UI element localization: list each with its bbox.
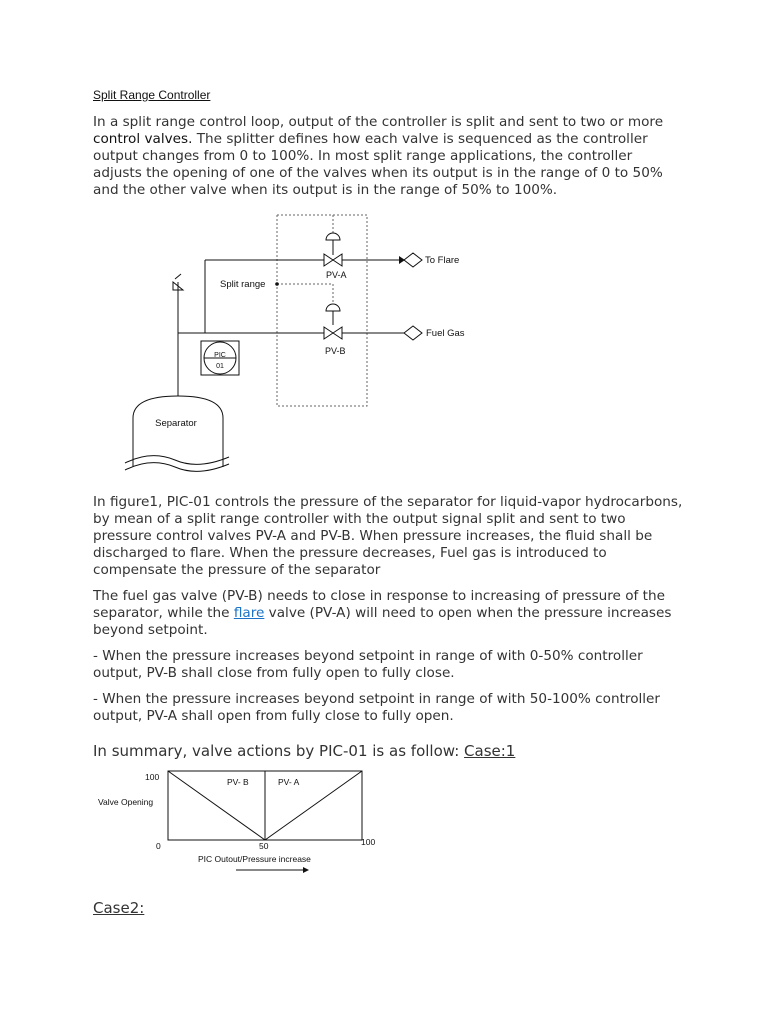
to-flare-label: To Flare	[425, 255, 460, 266]
valve-response-text-2: valve (PV-A) will need to open when the pressure increases beyond setpoint.	[93, 605, 672, 638]
intro-text-1: In a split range control loop, output of the controller is split and sent to two or more	[93, 114, 664, 130]
pv-b-region-label: PV- B	[227, 777, 249, 787]
summary-text: In summary, valve actions by PIC-01 is as follow:	[93, 742, 465, 760]
valve-action-chart	[93, 766, 393, 878]
pic-tag-line1: PIC	[214, 352, 226, 359]
control-valves-link[interactable]: control valves.	[93, 131, 193, 147]
summary-line	[93, 742, 515, 760]
intro-paragraph	[93, 114, 683, 199]
valve-response-text-1: The fuel gas valve (PV-B) needs to close in response to increasing of pressure of the separator, while the	[93, 588, 665, 621]
figure1-description: In figure1, PIC-01 controls the pressure of the separator for liquid-vapor hydrocarbons, by mean of a split range controller with the output signal split and sent to two pressure control valves PV-A and PV-B. When pressure increases, the fluid shall be discharged to flare. When the pressure decreases, Fuel gas is introduced to compensate the pressure of the separator	[93, 494, 683, 578]
valve-response-paragraph	[93, 588, 683, 639]
case2-heading: Case2:	[93, 899, 145, 917]
y-axis-max: 100	[145, 772, 160, 782]
flare-link[interactable]: flare	[233, 605, 265, 621]
y-axis-label: Valve Opening	[98, 797, 154, 807]
separator-label: Separator	[155, 418, 197, 429]
document-title: Split Range Controller	[93, 88, 211, 102]
y-axis-zero: 0	[156, 841, 161, 851]
x-axis-mid: 50	[259, 841, 269, 851]
case1-heading: Case:1	[464, 742, 516, 760]
x-axis-label: PIC Outout/Pressure increase	[198, 854, 311, 864]
pv-a-action-paragraph: - When the pressure increases beyond setpoint in range of with 50-100% controller output, PV-A shall open from fully close to fully open.	[93, 691, 661, 724]
pv-b-action-paragraph: - When the pressure increases beyond setpoint in range of with 0-50% controller output, PV-B shall close from fully open to fully close.	[93, 648, 643, 681]
pv-a-label: PV-A	[326, 270, 347, 280]
split-range-label: Split range	[220, 279, 266, 290]
pv-b-label: PV-B	[325, 346, 346, 356]
pic-tag-line2: 01	[216, 363, 224, 370]
fuel-gas-label: Fuel Gas	[426, 328, 465, 339]
x-axis-end: 100	[361, 837, 376, 847]
pv-a-region-label: PV- A	[278, 777, 300, 787]
split-range-schematic	[93, 210, 493, 490]
intro-text-2: The splitter defines how each valve is sequenced as the controller output changes from 0 to 100%. In most split range applications, the controller adjusts the opening of one of the valves when its output is in the range of 0 to 50% and the other valve when its output is in the range of 50% to 100%.	[93, 131, 663, 198]
